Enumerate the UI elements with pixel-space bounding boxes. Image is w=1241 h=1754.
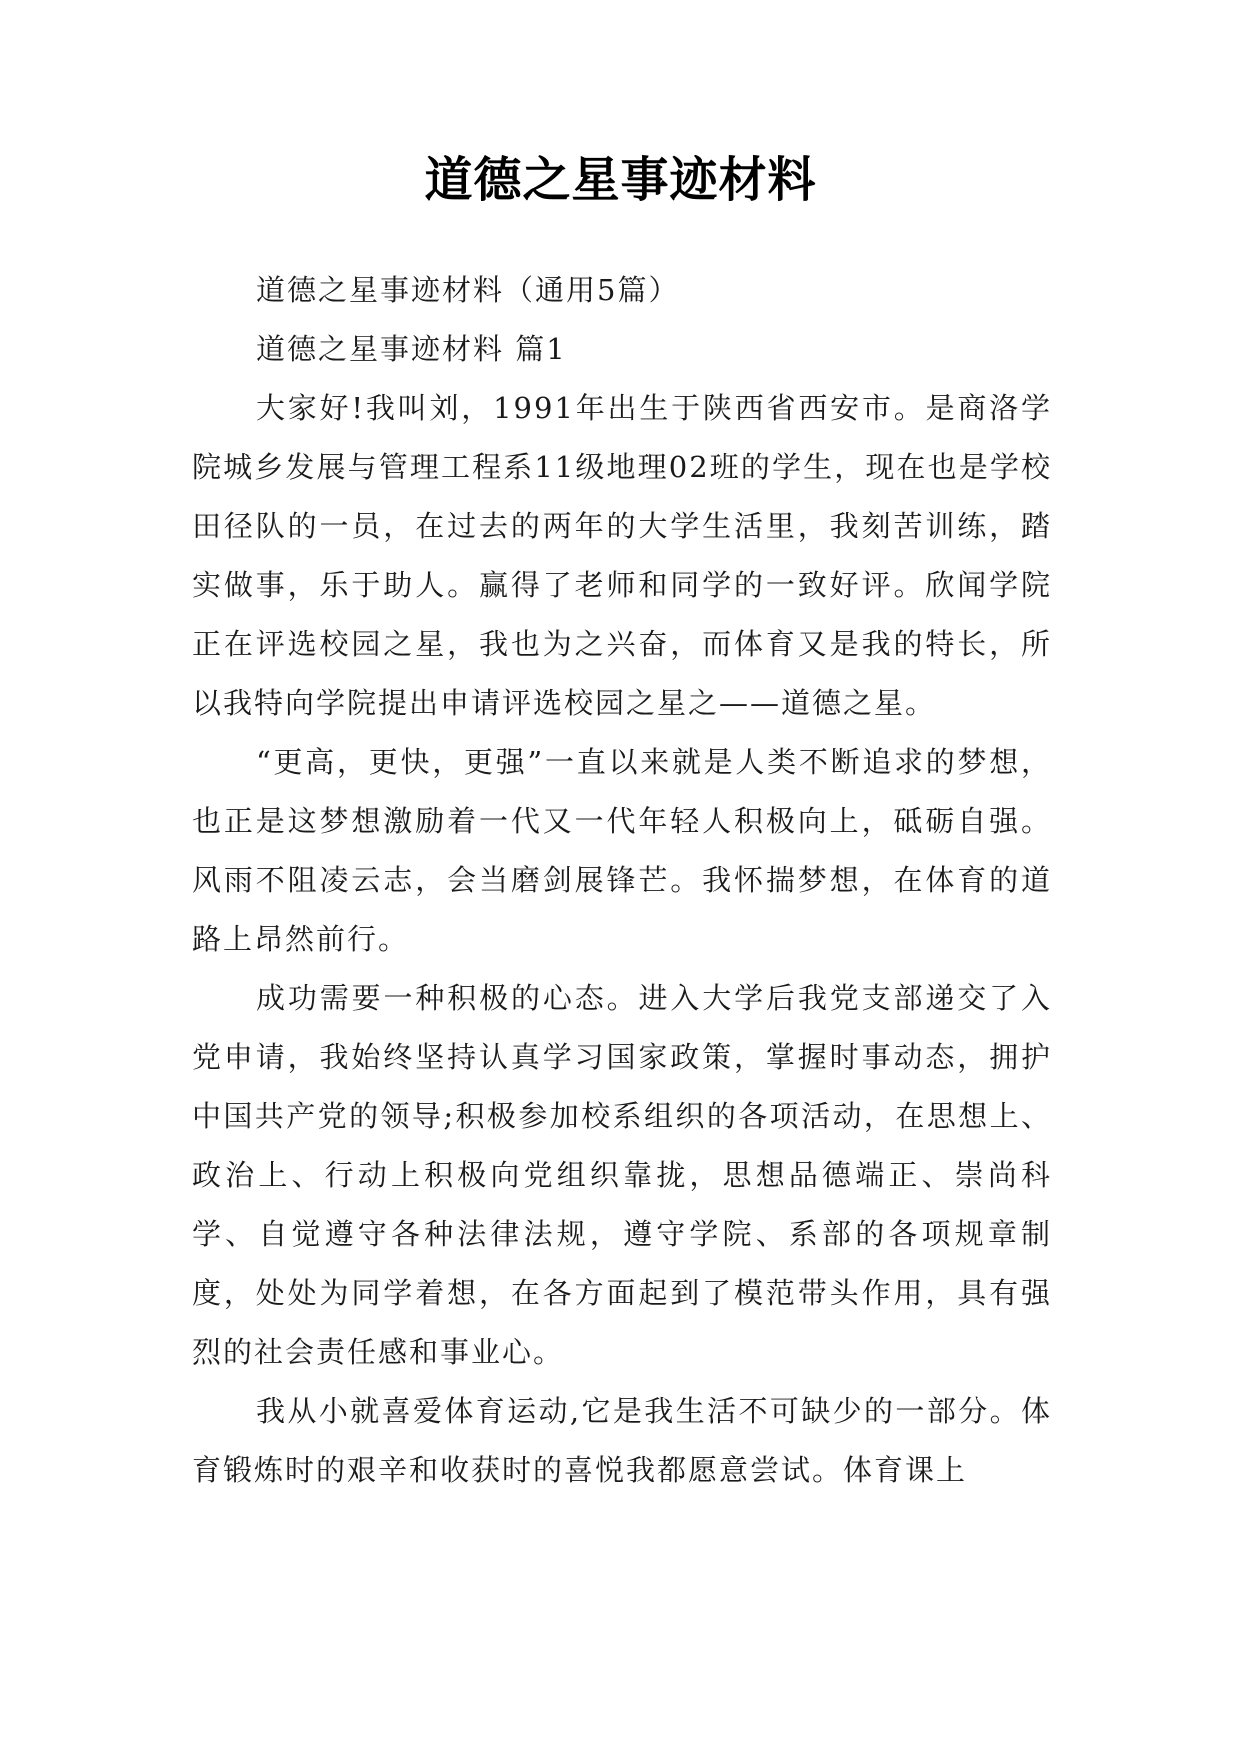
paragraph: 大家好!我叫刘，1991年出生于陕西省西安市。是商洛学院城乡发展与管理工程系11级地理02班的学生，现在也是学校田径队的一员，在过去的两年的大学生活里，我刻苦训练，踏实做事，乐于助人。赢得了老师和同学的一致好评。欣闻学院正在评选校园之星，我也为之兴奋，而体育又是我的特长，所以我特向学院提出申请评选校园之星之——道德之星。 <box>192 391 1052 720</box>
paragraph: 成功需要一种积极的心态。进入大学后我党支部递交了入党申请，我始终坚持认真学习国家政策，掌握时事动态，拥护中国共产党的领导;积极参加校系组织的各项活动，在思想上、政治上、行动上积极向党组织靠拢，思想品德端正、崇尚科学、自觉遵守各种法律法规，遵守学院、系部的各项规章制度，处处为同学着想，在各方面起到了模范带头作用，具有强烈的社会责任感和事业心。 <box>192 981 1052 1369</box>
subtitle-line: 道德之星事迹材料（通用5篇） <box>256 273 680 307</box>
paragraph: “更高，更快，更强”一直以来就是人类不断追求的梦想，也正是这梦想激励着一代又一代年轻人积极向上，砥砺自强。风雨不阻凌云志，会当磨剑展锋芒。我怀揣梦想，在体育的道路上昂然前行。 <box>192 745 1052 956</box>
document-body <box>192 261 1052 1500</box>
document-title: 道德之星事迹材料 <box>424 152 817 208</box>
section-heading: 道德之星事迹材料 篇1 <box>256 332 567 366</box>
paragraph: 我从小就喜爱体育运动,它是我生活不可缺少的一部分。体育锻炼时的艰辛和收获时的喜悦我都愿意尝试。体育课上 <box>192 1394 1052 1487</box>
